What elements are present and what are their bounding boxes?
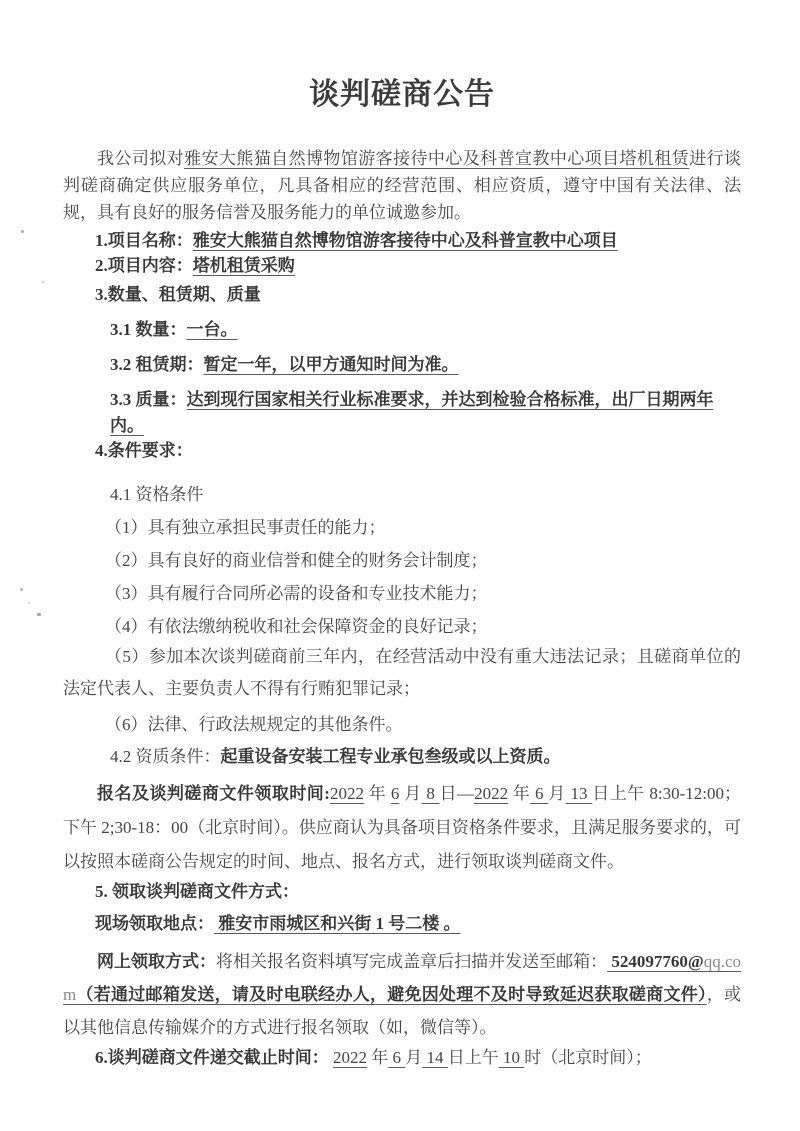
intro-rest: 进行谈判磋商确定供应服务单位，凡具备相应的经营范围、相应资质，遵守中国有关法律、法规，具有良好的服务信誉及服务能力的单位诚邀参加。 [63, 149, 742, 222]
condition-item-3: （3）具有履行合同所必需的设备和专业技术能力； [105, 584, 488, 603]
document-content [63, 0, 741, 1071]
item-3-1-label: 3.1 数量： [110, 320, 187, 339]
item-3-2-lease-term-line [110, 352, 741, 378]
registration-sep: 年 [508, 784, 531, 803]
registration-month2: 6 [530, 784, 549, 803]
item-3-1-quantity-line [110, 317, 741, 343]
item-2-value: 塔机租赁采购 [192, 256, 295, 275]
deadline-sep: 日上午 [447, 1048, 499, 1067]
item-4-2-value: 起重设备安装工程专业承包叁级或以上资质。 [220, 747, 561, 766]
registration-rest: 日上午 8:30-12:00；下午 2;30-18：00（北京时间）。供应商认为具备项目资格条件要求，且满足服务要求的，可以按照本磋商公告规定的时间、地点、报名方式，进行领取谈判磋商文件。 [63, 784, 742, 871]
intro-lead: 我公司拟对 [97, 149, 185, 168]
item-2-label: 2.项目内容： [95, 256, 193, 275]
registration-year2: 2022 [474, 784, 509, 803]
item-3-3-label: 3.3 质量： [110, 390, 187, 409]
deadline-paragraph [95, 1045, 741, 1071]
item-1-project-name-line [95, 228, 741, 253]
item-1-label: 1.项目名称： [95, 231, 193, 250]
conditions-list [63, 515, 741, 738]
item-4-heading [95, 439, 741, 463]
condition-item-2: （2）具有良好的商业信誉和健全的财务会计制度； [105, 551, 488, 570]
item-3-3-value: 达到现行国家相关行业标准要求，并达到检验合格标准，出厂日期两年内。 [110, 390, 714, 435]
online-pickup-label: 网上领取方式： [97, 952, 217, 971]
scan-speck [21, 230, 24, 233]
section-5-heading [95, 879, 741, 905]
online-pickup-tail: ，或以其他信息传输媒介的方式进行报名领取（如，微信等）。 [63, 985, 742, 1037]
item-3-heading-text: 3.数量、租赁期、质量 [95, 285, 261, 304]
condition-item-6: （6）法律、行政法规规定的其他条件。 [105, 715, 403, 734]
scan-speck [28, 602, 30, 604]
registration-year1: 2022 [329, 784, 364, 803]
online-pickup-text: 将相关报名资料填写完成盖章后扫描并发送至邮箱： [216, 952, 608, 971]
registration-sep: 月 [548, 784, 566, 803]
email-domain-part: qq.com [63, 952, 741, 1004]
item-3-3-quality-line [110, 387, 741, 439]
onsite-pickup-address: 雅安市雨城区和兴街 1 号二楼 。 [214, 914, 461, 933]
registration-sep: 年 [363, 784, 391, 803]
scan-speck [37, 613, 41, 616]
item-3-1-value: 一台。 [186, 320, 238, 339]
section-5-heading-text: 5. 领取谈判磋商文件方式： [95, 882, 299, 901]
deadline-label: 6.谈判磋商文件递交截止时间： [95, 1048, 329, 1067]
onsite-pickup-label: 现场领取地点： [95, 914, 214, 933]
scan-speck [42, 281, 44, 283]
condition-item-5: （5）参加本次谈判磋商前三年内，在经营活动中没有重大违法记录；且磋商单位的法定代表人、主要负责人不得有行贿犯罪记录； [63, 647, 741, 698]
registration-sep: 月 [399, 784, 422, 803]
deadline-month: 6 [388, 1048, 406, 1067]
registration-day1: 8 [421, 784, 440, 803]
item-1-value: 雅安大熊猫自然博物馆游客接待中心及科普宣教中心项目 [192, 231, 618, 250]
deadline-sep: 年 [367, 1048, 389, 1067]
registration-month1: 6 [390, 784, 400, 803]
intro-project-underline: 雅安大熊猫自然博物馆游客接待中心及科普宣教中心项目塔机租赁 [184, 149, 690, 168]
registration-time-paragraph [63, 777, 741, 879]
item-4-2-label: 4.2 资质条件： [110, 747, 221, 766]
item-4-2-qualification-line [110, 744, 741, 770]
registration-sep: 日— [439, 784, 475, 803]
item-2-project-content-line [95, 253, 741, 278]
online-pickup-paragraph [63, 945, 741, 1044]
item-3-2-value: 暂定一年，以甲方通知时间为准。 [203, 355, 459, 374]
item-3-2-label: 3.2 租赁期： [110, 355, 204, 374]
registration-label: 报名及谈判磋商文件领取时间: [97, 784, 330, 803]
intro-paragraph [63, 145, 741, 226]
email-user-part: 524097760@ [607, 952, 704, 971]
registration-day2: 13 [565, 784, 593, 803]
condition-item-4: （4）有依法缴纳税收和社会保障资金的良好记录； [105, 617, 488, 636]
condition-item-1: （1）具有独立承担民事责任的能力； [105, 518, 386, 537]
onsite-pickup-line [95, 911, 741, 937]
scan-speck [20, 588, 23, 591]
item-3-heading [95, 282, 741, 308]
deadline-year: 2022 [333, 1048, 367, 1067]
deadline-hour: 10 [498, 1048, 525, 1067]
page-title: 谈判磋商公告 [309, 78, 495, 111]
deadline-day: 14 [422, 1048, 448, 1067]
email-warning: （若通过邮箱发送，请及时电联经办人，避免因处理不及时导致延迟获取磋商文件） [76, 985, 707, 1004]
item-4-1-heading: 4.1 资格条件 [110, 485, 204, 504]
deadline-sep: 月 [405, 1048, 423, 1067]
deadline-sep: 时（北京时间）； [524, 1048, 652, 1067]
item-4-heading-text: 4.条件要求： [95, 441, 193, 460]
